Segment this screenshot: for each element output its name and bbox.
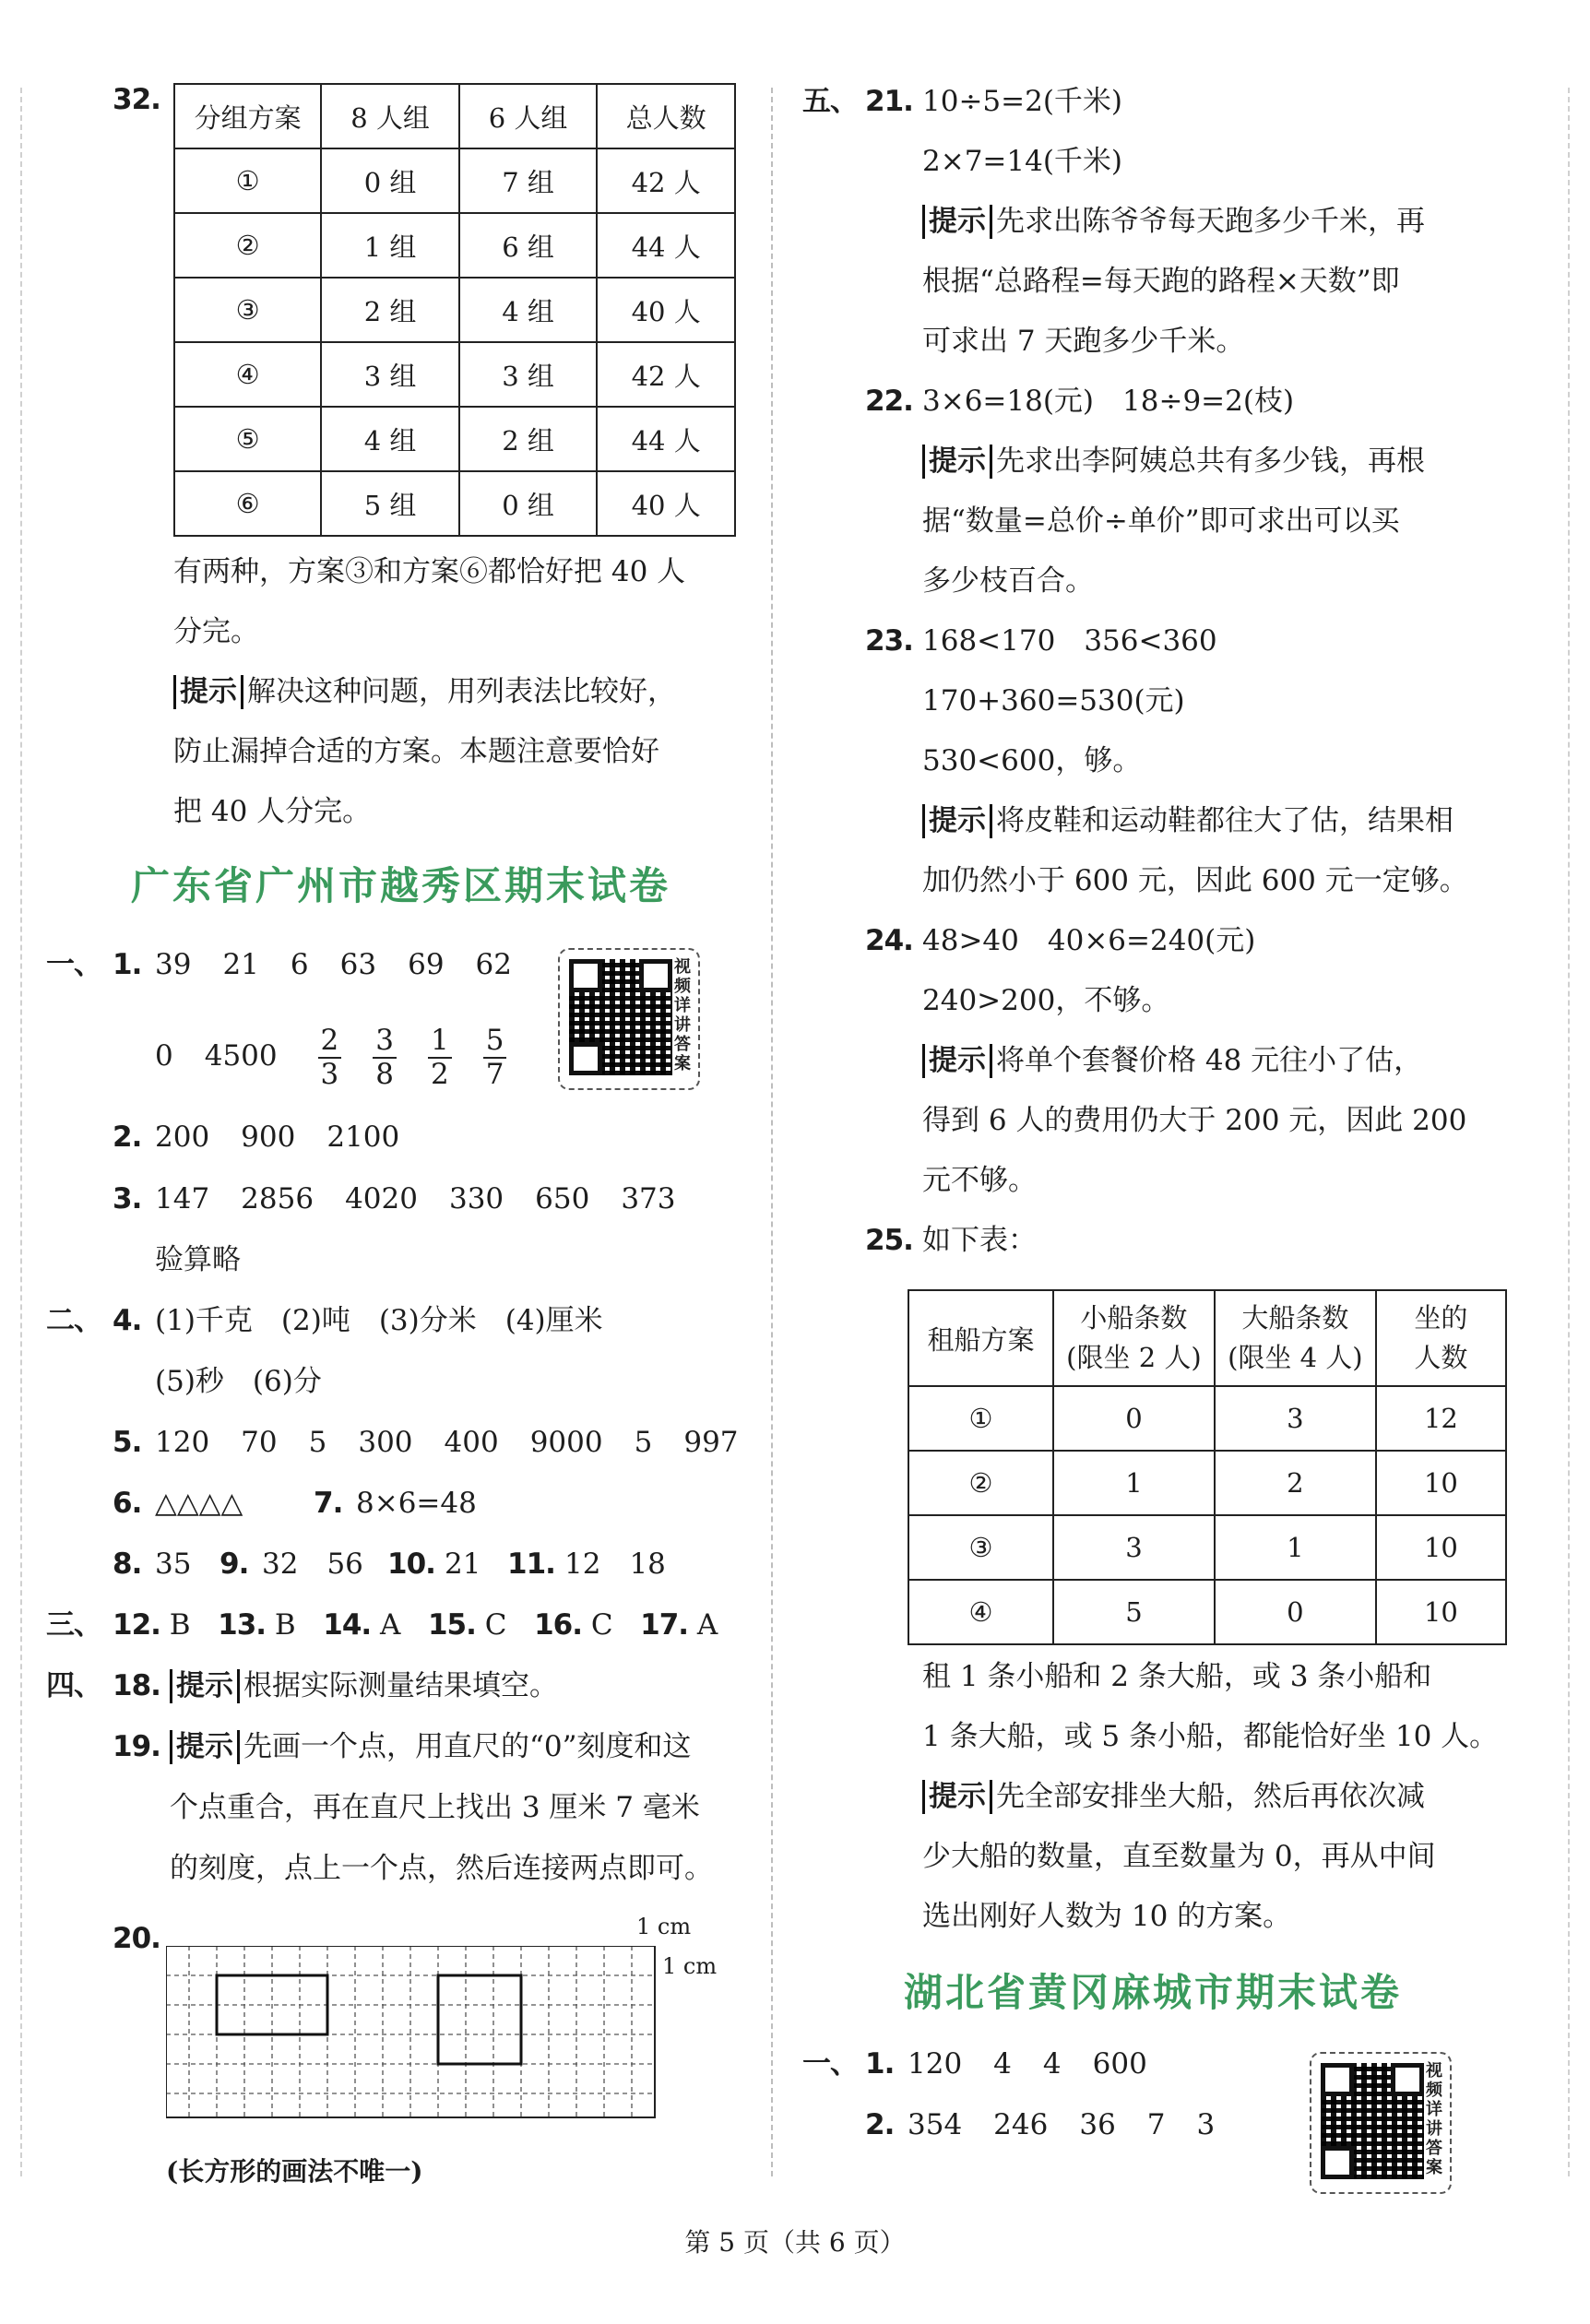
table-cell: 5 组 — [321, 471, 459, 536]
table-row — [908, 1580, 1506, 1644]
hint-label: 提示 — [922, 804, 992, 838]
table-row — [908, 1515, 1506, 1580]
table-cell: 40 人 — [597, 278, 735, 342]
choice-value: C — [590, 1608, 613, 1642]
question-number: 16. — [534, 1608, 582, 1642]
table-cell: 3 — [1215, 1386, 1376, 1451]
q6-number: 6. — [113, 1487, 142, 1520]
q22-hint-line: 多少枝百合。 — [922, 564, 1094, 598]
table-cell: 0 组 — [459, 471, 598, 536]
qr-finder — [1391, 2063, 1424, 2096]
q3-note: 验算略 — [155, 1243, 241, 1276]
q32-header-cell: 分组方案 — [174, 84, 321, 148]
question-number: 15. — [427, 1608, 476, 1642]
table-row — [908, 1386, 1506, 1451]
table-cell: 44 人 — [597, 213, 735, 278]
q4-answers: (1)千克 (2)吨 (3)分米 (4)厘米 — [155, 1304, 603, 1337]
qr-label: 视频详讲答案 — [1426, 2061, 1442, 2177]
answer-value: 120 — [908, 2047, 963, 2081]
fraction — [483, 1025, 507, 1089]
table-cell: ④ — [174, 342, 321, 407]
answer-value: 5 — [634, 1426, 653, 1459]
table-cell: 0 — [1053, 1386, 1215, 1451]
header-text: 人数 — [1414, 1342, 1468, 1373]
numerator: 3 — [373, 1025, 397, 1058]
q2-answers — [908, 2108, 1246, 2142]
q32-table — [173, 83, 736, 537]
q23-line: 168<170 356<360 — [922, 624, 1217, 658]
qr-code-icon[interactable] — [1310, 2052, 1452, 2194]
hint-label: 提示 — [170, 1669, 240, 1703]
q25-intro: 如下表： — [922, 1224, 1037, 1257]
table-cell: 1 — [1053, 1451, 1215, 1515]
answer-value: 2856 — [241, 1182, 314, 1215]
table-cell: ② — [174, 213, 321, 278]
q24-hint-line: 元不够。 — [922, 1164, 1037, 1197]
choice-value: C — [484, 1608, 507, 1642]
answer-value: 36 — [1079, 2108, 1116, 2141]
denominator: 3 — [320, 1057, 339, 1091]
q22-line: 3×6=18(元) 18÷9=2(枝) — [922, 385, 1295, 418]
denominator: 2 — [430, 1057, 449, 1091]
hint-label: 提示 — [922, 1044, 992, 1078]
qr-finder — [569, 1042, 602, 1075]
rectangle-b — [438, 1975, 521, 2064]
table-cell: 10 — [1376, 1451, 1506, 1515]
table-cell: 10 — [1376, 1515, 1506, 1580]
answer-value: 373 — [621, 1182, 676, 1215]
q9-number: 9. — [220, 1547, 249, 1581]
table-cell: 10 — [1376, 1580, 1506, 1644]
section-title: 广东省广州市越秀区期末试卷 — [131, 863, 671, 908]
answer-value: 354 — [908, 2108, 963, 2141]
page-footer: 第 5 页（共 6 页） — [684, 2227, 906, 2258]
unit-label-horizontal: 1 cm — [636, 1914, 692, 1939]
table-cell: 4 组 — [321, 407, 459, 471]
qr-finder — [569, 959, 602, 992]
q32-header-cell: 6 人组 — [459, 84, 598, 148]
q10-number: 10. — [387, 1547, 435, 1581]
hint-label: 提示 — [170, 1730, 240, 1764]
table-cell: ② — [908, 1451, 1053, 1515]
answer-value: 9000 — [529, 1426, 603, 1459]
answer-value: 4 — [1042, 2047, 1062, 2081]
answer-value: 39 — [155, 948, 192, 981]
hint-label: 提示 — [922, 1780, 992, 1814]
q21-line: 10÷5=2(千米) — [922, 85, 1123, 118]
q21-number: 21. — [865, 85, 913, 118]
choice-value: A — [696, 1608, 718, 1642]
table-cell: 40 人 — [597, 471, 735, 536]
table-row — [174, 471, 735, 536]
q2-answers — [155, 1120, 431, 1155]
q25-header-cell — [1215, 1290, 1376, 1386]
table-row — [174, 213, 735, 278]
answer-value: 69 — [408, 948, 445, 981]
q24-hint — [922, 1044, 1422, 1078]
q21-hint — [922, 205, 1425, 239]
unit-label-vertical: 1 cm — [662, 1953, 718, 1979]
answer-value: 4500 — [204, 1039, 278, 1073]
q9-answer: 32 56 — [262, 1547, 363, 1581]
hint-text: 先求出陈爷爷每天跑多少千米，再 — [996, 205, 1425, 238]
q21-hint-line: 根据“总路程=每天跑的路程×天数”即 — [922, 265, 1400, 298]
table-cell: 0 组 — [321, 148, 459, 213]
table-cell: ③ — [908, 1515, 1053, 1580]
q21-hint-line: 可求出 7 天跑多少千米。 — [922, 325, 1245, 358]
grid-lines — [166, 1946, 655, 2117]
section-number: 一、 — [46, 948, 101, 981]
hint-text: 将皮鞋和运动鞋都往大了估，结果相 — [996, 804, 1454, 837]
q4-number: 4. — [113, 1304, 142, 1337]
qr-label: 视频详讲答案 — [674, 957, 691, 1073]
q25-table — [908, 1289, 1507, 1645]
q2-number: 2. — [865, 2108, 895, 2141]
q18-hint — [170, 1669, 558, 1703]
table-cell: 42 人 — [597, 148, 735, 213]
hint-label: 提示 — [922, 445, 992, 479]
q1-number: 1. — [865, 2047, 895, 2081]
numerator: 1 — [428, 1025, 452, 1058]
q24-line: 48>40 40×6=240(元) — [922, 924, 1256, 957]
q1-answers — [908, 2047, 1179, 2081]
q18-number: 18. — [113, 1669, 160, 1702]
answer-value: 997 — [683, 1426, 739, 1459]
header-text: 坐的 — [1414, 1301, 1468, 1334]
answer-value: 0 — [155, 1039, 173, 1073]
answer-value: 2100 — [326, 1120, 400, 1154]
header-text: 大船条数 — [1241, 1301, 1349, 1334]
q25-header-cell — [1053, 1290, 1215, 1386]
q24-line: 240>200，不够。 — [922, 984, 1170, 1017]
answer-value: 120 — [155, 1426, 210, 1459]
question-number: 17. — [640, 1608, 689, 1642]
hint-label: 提示 — [922, 205, 992, 239]
q1-answers — [155, 948, 543, 982]
q25-header-cell: 租船方案 — [908, 1290, 1053, 1386]
q5-number: 5. — [113, 1426, 142, 1459]
table-cell: 3 — [1053, 1515, 1215, 1580]
q32-hint-line — [173, 675, 676, 709]
answer-value: 5 — [308, 1426, 327, 1459]
table-cell: 1 — [1215, 1515, 1376, 1580]
qr-finder — [639, 959, 672, 992]
answer-value: 330 — [448, 1182, 504, 1215]
numerator: 2 — [318, 1025, 342, 1058]
q25-header-row — [908, 1290, 1506, 1386]
q19-hint-line: 的刻度，点上一个点，然后连接两点即可。 — [170, 1852, 713, 1885]
q22-hint-line: 据“数量=总价÷单价”即可求出可以买 — [922, 504, 1400, 538]
denominator: 8 — [375, 1057, 394, 1091]
q32-header-cell: 8 人组 — [321, 84, 459, 148]
question-number: 13. — [218, 1608, 267, 1642]
q3-number: 3. — [113, 1182, 142, 1215]
hint-text: 先画一个点，用直尺的“0”刻度和这 — [243, 1730, 692, 1763]
table-row — [174, 342, 735, 407]
q19-hint-line: 个点重合，再在直尺上找出 3 厘米 7 毫米 — [170, 1791, 700, 1824]
table-cell: ④ — [908, 1580, 1053, 1644]
answer-value: 147 — [155, 1182, 210, 1215]
column-divider — [771, 88, 773, 2176]
q6-answer: △△△△ — [155, 1487, 243, 1520]
answer-value: 600 — [1092, 2047, 1147, 2081]
answer-value: 4020 — [345, 1182, 418, 1215]
answer-value: 21 — [222, 948, 259, 981]
fraction — [318, 1025, 342, 1089]
section-number: 五、 — [802, 85, 858, 118]
q25-answer-line: 租 1 条小船和 2 条大船，或 3 条小船和 — [922, 1660, 1432, 1693]
q11-answer: 12 18 — [564, 1547, 666, 1581]
q24-number: 24. — [865, 924, 913, 957]
question-number: 12. — [113, 1608, 160, 1642]
q23-hint-line: 加仍然小于 600 元，因此 600 元一定够。 — [922, 864, 1468, 897]
table-cell: ⑤ — [174, 407, 321, 471]
header-text: 小船条数 — [1080, 1301, 1188, 1334]
question-number: 14. — [323, 1608, 372, 1642]
q32-answer-line: 分完。 — [173, 615, 259, 648]
table-row — [174, 278, 735, 342]
q22-hint — [922, 445, 1425, 479]
choice-value: B — [169, 1608, 191, 1642]
q8-answer: 35 — [155, 1547, 192, 1581]
denominator: 7 — [485, 1057, 504, 1091]
table-cell: 7 组 — [459, 148, 598, 213]
answer-value: 4 — [993, 2047, 1012, 2081]
choice-value: A — [380, 1608, 401, 1642]
hint-text: 先全部安排坐大船，然后再依次减 — [996, 1780, 1425, 1813]
q10-answer: 21 — [445, 1547, 481, 1581]
table-row — [908, 1451, 1506, 1515]
q23-number: 23. — [865, 624, 913, 658]
table-cell: 12 — [1376, 1386, 1506, 1451]
table-cell: 2 组 — [459, 407, 598, 471]
header-text: (限坐 2 人) — [1066, 1342, 1202, 1373]
table-cell: 44 人 — [597, 407, 735, 471]
q32-header-row — [174, 84, 735, 148]
answer-value: 400 — [444, 1426, 499, 1459]
table-cell: 4 组 — [459, 278, 598, 342]
q1-number: 1. — [113, 948, 142, 981]
table-cell: ③ — [174, 278, 321, 342]
q4-answers-line2: (5)秒 (6)分 — [155, 1365, 322, 1398]
header-text: (限坐 4 人) — [1228, 1342, 1363, 1373]
table-cell: 42 人 — [597, 342, 735, 407]
table-row — [174, 148, 735, 213]
q32-header-cell: 总人数 — [597, 84, 735, 148]
q7-number: 7. — [314, 1487, 343, 1520]
q22-number: 22. — [865, 385, 913, 418]
answer-value: 63 — [339, 948, 377, 981]
table-cell: 2 — [1215, 1451, 1376, 1515]
table-row — [174, 407, 735, 471]
fraction — [373, 1025, 397, 1089]
q25-header-cell — [1376, 1290, 1506, 1386]
section-number: 二、 — [46, 1304, 101, 1337]
answer-value: 300 — [358, 1426, 413, 1459]
answer-value: 62 — [475, 948, 512, 981]
q25-hint — [922, 1780, 1425, 1814]
q32-answer-line: 有两种，方案③和方案⑥都恰好把 40 人 — [173, 555, 686, 588]
fraction — [428, 1025, 452, 1089]
table-cell: 3 组 — [459, 342, 598, 407]
section-title: 湖北省黄冈麻城市期末试卷 — [904, 1970, 1403, 2015]
q23-line: 170+360=530(元) — [922, 684, 1185, 717]
qr-finder — [1321, 2146, 1354, 2179]
hint-label: 提示 — [173, 675, 243, 709]
answer-value: 7 — [1146, 2108, 1166, 2141]
table-cell: 6 组 — [459, 213, 598, 278]
right-margin-line — [1568, 88, 1570, 2176]
q25-answer-line: 1 条大船，或 5 条小船，都能恰好坐 10 人。 — [922, 1720, 1499, 1753]
q11-number: 11. — [507, 1547, 555, 1581]
table-cell: 2 组 — [321, 278, 459, 342]
table-cell: 1 组 — [321, 213, 459, 278]
q23-line: 530<600，够。 — [922, 744, 1142, 777]
answer-value: 200 — [155, 1120, 210, 1154]
answer-value: 6 — [290, 948, 309, 981]
table-cell: 5 — [1053, 1580, 1215, 1644]
choice-answers — [113, 1608, 718, 1642]
section-number: 三、 — [46, 1608, 101, 1642]
q7-answer: 8×6=48 — [356, 1487, 477, 1520]
q24-hint-line: 得到 6 人的费用仍大于 200 元，因此 200 — [922, 1104, 1467, 1137]
q25-hint-line: 选出刚好人数为 10 的方案。 — [922, 1900, 1292, 1933]
answer-value: 900 — [241, 1120, 296, 1154]
answer-value: 3 — [1196, 2108, 1216, 2141]
q20-note: (长方形的画法不唯一) — [166, 2156, 423, 2187]
section-number: 四、 — [46, 1669, 101, 1702]
answer-value: 70 — [241, 1426, 278, 1459]
table-cell: ⑥ — [174, 471, 321, 536]
hint-text: 将单个套餐价格 48 元往小了估， — [996, 1044, 1423, 1077]
q20-grid-figure — [166, 1946, 682, 2121]
answer-value: 246 — [993, 2108, 1049, 2141]
q25-hint-line: 少大船的数量，直至数量为 0，再从中间 — [922, 1840, 1436, 1873]
q32-hint-line: 防止漏掉合适的方案。本题注意要恰好 — [173, 735, 659, 768]
q25-number: 25. — [865, 1224, 913, 1257]
hint-text: 先求出李阿姨总共有多少钱，再根 — [996, 445, 1425, 478]
q19-hint — [170, 1730, 691, 1764]
q3-answers — [155, 1182, 707, 1216]
q1-answers-line2 — [155, 1014, 538, 1097]
q8-number: 8. — [113, 1547, 142, 1581]
table-cell: ① — [908, 1386, 1053, 1451]
table-cell: ① — [174, 148, 321, 213]
q21-line: 2×7=14(千米) — [922, 145, 1123, 178]
left-margin-line — [20, 88, 22, 2176]
q19-number: 19. — [113, 1730, 160, 1763]
choice-value: B — [274, 1608, 296, 1642]
table-cell: 3 组 — [321, 342, 459, 407]
hint-text: 根据实际测量结果填空。 — [243, 1669, 558, 1702]
q20-number: 20. — [113, 1922, 160, 1955]
q32-number: 32. — [113, 83, 160, 116]
numerator: 5 — [483, 1025, 507, 1058]
answer-value: 650 — [535, 1182, 590, 1215]
qr-finder — [1321, 2063, 1354, 2096]
q5-answers — [155, 1426, 770, 1460]
hint-text: 解决这种问题，用列表法比较好， — [247, 675, 676, 708]
q2-number: 2. — [113, 1120, 142, 1154]
q23-hint — [922, 804, 1454, 838]
qr-code-icon[interactable] — [558, 948, 700, 1090]
q32-hint-line: 把 40 人分完。 — [173, 795, 372, 828]
section-number: 一、 — [802, 2047, 858, 2081]
table-cell: 0 — [1215, 1580, 1376, 1644]
